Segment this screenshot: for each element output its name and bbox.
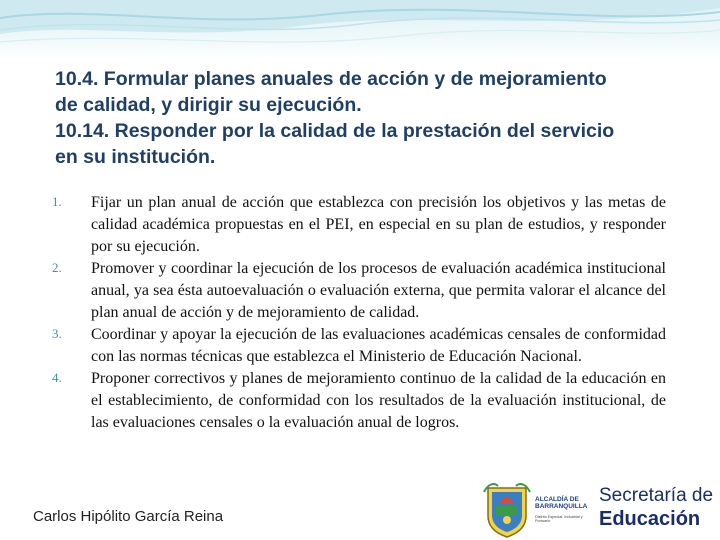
- list-item: [52, 368, 666, 434]
- title-line: 10.14. Responder por la calidad de la prestación del servicio: [55, 120, 615, 142]
- title-line: 10.4. Formular planes anuales de acción y de mejoramiento: [55, 68, 607, 90]
- alcaldia-subtitle: Distrito Especial, Industrial y Portuario: [535, 515, 583, 523]
- functions-list: [52, 192, 666, 434]
- item-text: Fijar un plan anual de acción que establezca con precisión los objetivos y las metas de calidad académica propuestas en el PEI, en especial en su plan de estudios, y responder por su ejecución.: [91, 194, 666, 255]
- item-text: Promover y coordinar la ejecución de los procesos de evaluación académica institucional anual, ya sea ésta autoevaluación o evaluación externa, que permita valorar el alcance del plan anual de acción y de mejoramiento de calidad.: [91, 260, 666, 321]
- item-number: 4.: [52, 370, 62, 385]
- secretaria-label: Secretaría de: [599, 485, 714, 506]
- slide-title: [55, 66, 695, 170]
- decorative-wave: [0, 0, 720, 62]
- city-crest-icon: [482, 482, 532, 538]
- title-line: de calidad, y dirigir su ejecución.: [55, 94, 362, 116]
- item-number: 1.: [52, 194, 62, 209]
- secretaria-logo: [482, 482, 720, 540]
- list-item: [52, 258, 666, 324]
- list-item: [52, 324, 666, 368]
- item-text: Proponer correctivos y planes de mejoramiento continuo de la calidad de la educación en el establecimiento, de conformidad con los resultados de la evaluación institucional, de las evaluaciones censales o la evaluación anual de logros.: [91, 370, 666, 431]
- item-number: 3.: [52, 326, 62, 341]
- list-item: [52, 192, 666, 258]
- alcaldia-label: ALCALDÍA DE BARRANQUILLA: [535, 496, 588, 510]
- item-number: 2.: [52, 260, 62, 275]
- title-line: en su institución.: [55, 146, 216, 168]
- item-text: Coordinar y apoyar la ejecución de las evaluaciones académicas censales de conformidad con las normas técnicas que establezca el Ministerio de Educación Nacional.: [91, 326, 666, 365]
- author-name: Carlos Hipólito García Reina: [33, 508, 224, 525]
- educacion-label: Educación: [599, 508, 701, 530]
